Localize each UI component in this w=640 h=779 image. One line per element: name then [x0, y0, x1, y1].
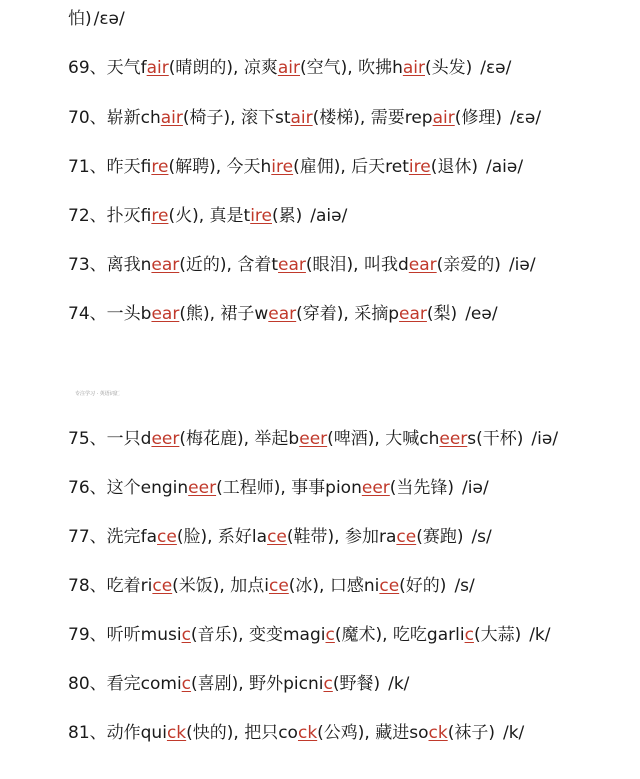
- line-text: (赛跑): [416, 527, 464, 547]
- line-text: 看完comi: [106, 674, 182, 694]
- highlighted-letters: air: [160, 108, 183, 128]
- line-text: (梨): [426, 304, 458, 324]
- line-text: (退休): [430, 157, 478, 177]
- line-text: (音乐), 变变magi: [190, 625, 326, 645]
- highlighted-letters: eer: [151, 429, 180, 449]
- phonetic-symbol: /aiə/: [486, 157, 524, 177]
- phonetic-symbol: /aiə/: [310, 206, 348, 226]
- phonetic-symbol: /k/: [502, 723, 525, 743]
- top-fragment-text: 怕): [68, 9, 92, 29]
- line-text: (眼泪), 叫我d: [305, 255, 409, 275]
- vocab-line: [68, 107, 541, 129]
- line-number: 81、: [68, 723, 107, 743]
- phonetic-symbol: /k/: [529, 625, 551, 645]
- highlighted-letters: c: [464, 625, 474, 645]
- line-text: (近的), 含着t: [179, 255, 279, 275]
- phonetic-symbol: /s/: [471, 527, 492, 547]
- line-number: 76、: [68, 478, 107, 498]
- line-text: (脸), 系好la: [176, 527, 268, 547]
- line-text: (公鸡), 藏进so: [317, 723, 429, 743]
- line-number: 77、: [68, 527, 107, 547]
- line-text: (工程师), 事事pion: [216, 478, 362, 498]
- line-text: (累): [272, 206, 303, 226]
- highlighted-letters: ear: [151, 304, 180, 324]
- line-text: 崭新ch: [106, 108, 161, 128]
- highlighted-letters: ear: [151, 255, 180, 275]
- highlighted-letters: ce: [268, 576, 289, 596]
- line-number: 74、: [68, 304, 107, 324]
- highlighted-letters: c: [323, 674, 333, 694]
- phonetic-symbol: /iə/: [462, 478, 489, 498]
- highlighted-letters: ear: [408, 255, 437, 275]
- phonetic-symbol: /eə/: [465, 304, 498, 324]
- highlighted-letters: ire: [408, 157, 431, 177]
- highlighted-letters: eer: [299, 429, 328, 449]
- highlighted-letters: ce: [267, 527, 287, 547]
- line-text: (好的): [399, 576, 447, 596]
- highlighted-letters: eer: [439, 429, 468, 449]
- highlighted-letters: ck: [297, 723, 318, 743]
- line-text: s(干杯): [467, 429, 524, 449]
- line-number: 78、: [68, 576, 107, 596]
- line-number: 80、: [68, 674, 107, 694]
- line-number: 71、: [68, 157, 107, 177]
- line-text: 昨天f: [106, 157, 152, 177]
- line-text: (魔术), 吃吃garli: [334, 625, 465, 645]
- highlighted-letters: ire: [271, 157, 294, 177]
- line-text: (啤酒), 大喊ch: [327, 429, 440, 449]
- line-text: (亲爱的): [436, 255, 501, 275]
- highlighted-letters: c: [181, 674, 192, 694]
- highlighted-letters: eer: [188, 478, 217, 498]
- line-text: (晴朗的), 凉爽: [168, 58, 278, 78]
- line-text: (空气), 吹拂h: [300, 58, 403, 78]
- highlighted-letters: air: [290, 108, 313, 128]
- highlighted-letters: air: [402, 58, 425, 78]
- line-text: (楼梯), 需要rep: [312, 108, 433, 128]
- highlighted-letters: c: [325, 625, 335, 645]
- highlighted-letters: ear: [268, 304, 297, 324]
- line-text: 洗完fa: [106, 527, 158, 547]
- line-text: 动作qui: [106, 723, 167, 743]
- line-text: (火), 真是t: [168, 206, 251, 226]
- phonetic-symbol: /iə/: [531, 429, 559, 449]
- highlighted-letters: air: [277, 58, 300, 78]
- line-text: (野餐): [332, 674, 381, 694]
- vocab-line: [68, 722, 524, 744]
- line-number: 79、: [68, 625, 107, 645]
- vocab-line: [68, 254, 536, 276]
- line-text: (穿着), 采摘p: [296, 304, 400, 324]
- highlighted-letters: ear: [399, 304, 427, 324]
- highlighted-letters: ce: [396, 527, 417, 547]
- line-text: 扑灭f: [106, 206, 152, 226]
- highlighted-letters: ire: [151, 206, 169, 226]
- highlighted-letters: c: [181, 625, 191, 645]
- line-text: (熊), 裙子w: [179, 304, 269, 324]
- line-text: (解聘), 今天h: [168, 157, 272, 177]
- phonetic-symbol: /s/: [454, 576, 475, 596]
- line-text: 天气f: [106, 58, 147, 78]
- line-number: 72、: [68, 206, 107, 226]
- vocab-line: [68, 205, 347, 227]
- page-note: 专注学习 · 英语词汇: [75, 391, 120, 397]
- highlighted-letters: ce: [379, 576, 400, 596]
- vocab-line: [68, 428, 558, 450]
- highlighted-letters: eer: [361, 478, 390, 498]
- line-text: (当先锋): [389, 478, 455, 498]
- line-number: 75、: [68, 429, 107, 449]
- vocab-line: [68, 526, 492, 548]
- line-text: (袜子): [447, 723, 495, 743]
- highlighted-letters: ire: [250, 206, 272, 226]
- phonetic-symbol: /k/: [388, 674, 410, 694]
- highlighted-letters: ire: [151, 157, 169, 177]
- line-text: 这个engin: [106, 478, 189, 498]
- highlighted-letters: ck: [428, 723, 448, 743]
- line-text: (雇佣), 后天ret: [293, 157, 409, 177]
- line-text: 吃着ri: [106, 576, 153, 596]
- vocab-line: [68, 156, 523, 178]
- phonetic-symbol: /ɛə/: [480, 58, 512, 78]
- vocab-line: [68, 57, 511, 79]
- highlighted-letters: ce: [157, 527, 177, 547]
- line-text: (大蒜): [473, 625, 522, 645]
- vocab-line: [68, 477, 489, 499]
- top-fragment-ipa: /ɛə/: [93, 9, 125, 29]
- highlighted-letters: air: [432, 108, 455, 128]
- line-text: 听听musi: [106, 625, 182, 645]
- line-text: (鞋带), 参加ra: [286, 527, 397, 547]
- line-text: (喜剧), 野外picni: [191, 674, 324, 694]
- line-number: 73、: [68, 255, 107, 275]
- vocab-line: [68, 575, 475, 597]
- phonetic-symbol: /ɛə/: [510, 108, 542, 128]
- line-text: 一只d: [106, 429, 152, 449]
- line-text: (修理): [454, 108, 503, 128]
- vocab-line: [68, 624, 551, 646]
- line-text: (米饭), 加点i: [172, 576, 269, 596]
- line-text: (头发): [425, 58, 473, 78]
- highlighted-letters: ck: [166, 723, 187, 743]
- highlighted-letters: ear: [278, 255, 306, 275]
- phonetic-symbol: /iə/: [508, 255, 536, 275]
- vocab-line: [68, 303, 498, 325]
- line-text: 一头b: [106, 304, 152, 324]
- line-text: (快的), 把只co: [186, 723, 298, 743]
- line-number: 70、: [68, 108, 107, 128]
- vocab-line: [68, 673, 409, 695]
- line-text: 离我n: [106, 255, 152, 275]
- highlighted-letters: ce: [152, 576, 173, 596]
- highlighted-letters: air: [146, 58, 169, 78]
- line-text: (冰), 口感ni: [288, 576, 380, 596]
- line-number: 69、: [68, 58, 107, 78]
- top-fragment-line: [68, 8, 125, 30]
- line-text: (椅子), 滚下st: [182, 108, 291, 128]
- line-text: (梅花鹿), 举起b: [179, 429, 300, 449]
